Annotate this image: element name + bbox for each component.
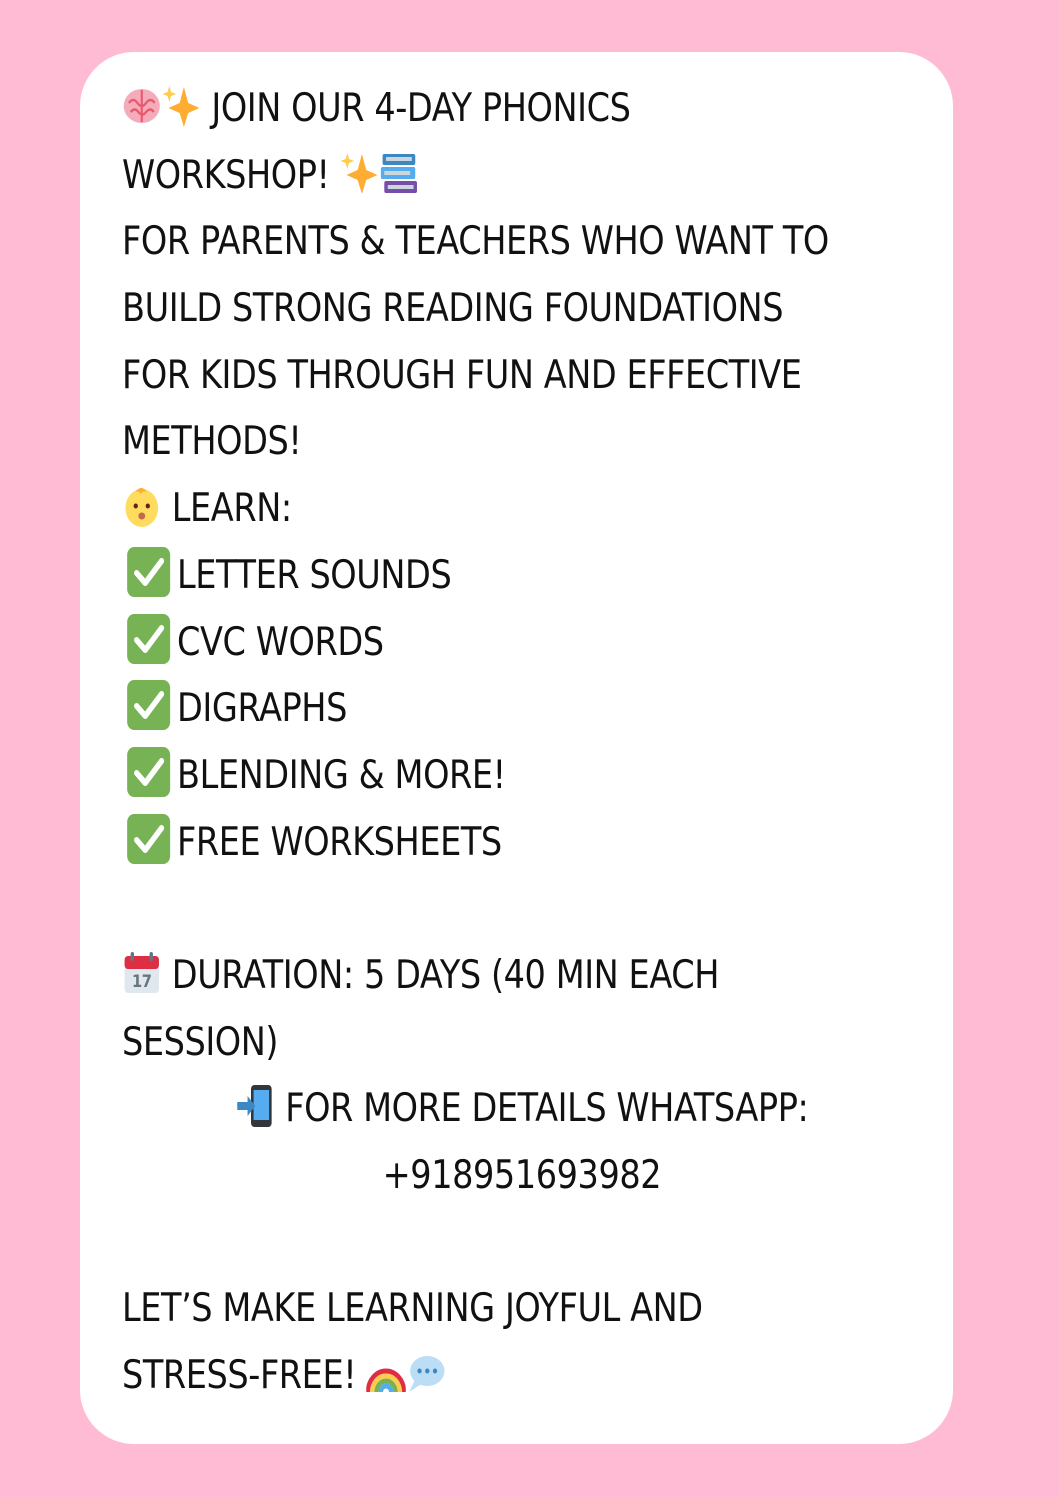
learn-item: [122, 676, 922, 743]
intro-line-4: METHODS!: [122, 419, 302, 465]
rainbow-icon: [366, 1350, 406, 1396]
duration-line-1: [122, 943, 922, 1010]
heading-line-1: [122, 76, 922, 143]
sparkles-icon: [162, 83, 202, 129]
closing-line-1: LET’S MAKE LEARNING JOYFUL AND: [122, 1286, 703, 1332]
calendar-icon: [122, 950, 162, 996]
learn-item-text: BLENDING & MORE!: [177, 752, 506, 798]
learn-item-text: LETTER SOUNDS: [177, 552, 452, 598]
duration-line-2: SESSION): [122, 1019, 279, 1065]
duration-text-1: DURATION: 5 DAYS (40 MIN EACH: [161, 952, 720, 998]
flyer-content: [122, 76, 922, 1410]
learn-item: [122, 743, 922, 810]
intro-line-3: FOR KIDS THROUGH FUN AND EFFECTIVE: [122, 352, 802, 398]
sparkles-icon: [340, 150, 380, 196]
contact-phone: [122, 1143, 922, 1210]
baby-icon: [122, 483, 162, 529]
mobile-phone-arrow-icon: [235, 1083, 275, 1129]
contact-text: FOR MORE DETAILS WHATSAPP:: [274, 1086, 809, 1132]
phone-number: +918951693982: [382, 1153, 662, 1198]
svg-text:17: 17: [132, 970, 152, 992]
intro-line-1: FOR PARENTS & TEACHERS WHO WANT TO: [122, 219, 829, 265]
check-mark-icon: [127, 747, 170, 797]
spacer: [122, 876, 922, 943]
closing-text-2: STRESS-FREE!: [122, 1353, 367, 1399]
learn-label: LEARN:: [161, 486, 292, 532]
heading-text-1: JOIN OUR 4-DAY PHONICS: [211, 86, 631, 131]
learn-item-text: DIGRAPHS: [177, 686, 347, 732]
speech-bubble-icon: [406, 1350, 446, 1396]
learn-item: [122, 610, 922, 677]
learn-heading: [122, 476, 922, 543]
contact-line-1: [122, 1076, 922, 1143]
closing-line-2: [122, 1343, 922, 1410]
learn-item: [122, 543, 922, 610]
heading-text-2: WORKSHOP!: [122, 152, 340, 198]
learn-item-text: FREE WORKSHEETS: [177, 819, 502, 865]
intro-line-2: BUILD STRONG READING FOUNDATIONS: [122, 286, 784, 332]
books-icon: [379, 150, 419, 196]
learn-item-text: CVC WORDS: [177, 619, 384, 665]
check-mark-icon: [127, 680, 170, 730]
check-mark-icon: [127, 814, 170, 864]
learn-item: [122, 810, 922, 877]
check-mark-icon: [127, 614, 170, 664]
heading-line-2: [122, 143, 922, 210]
spacer: [122, 1210, 922, 1277]
check-mark-icon: [127, 547, 170, 597]
brain-icon: [122, 83, 162, 129]
